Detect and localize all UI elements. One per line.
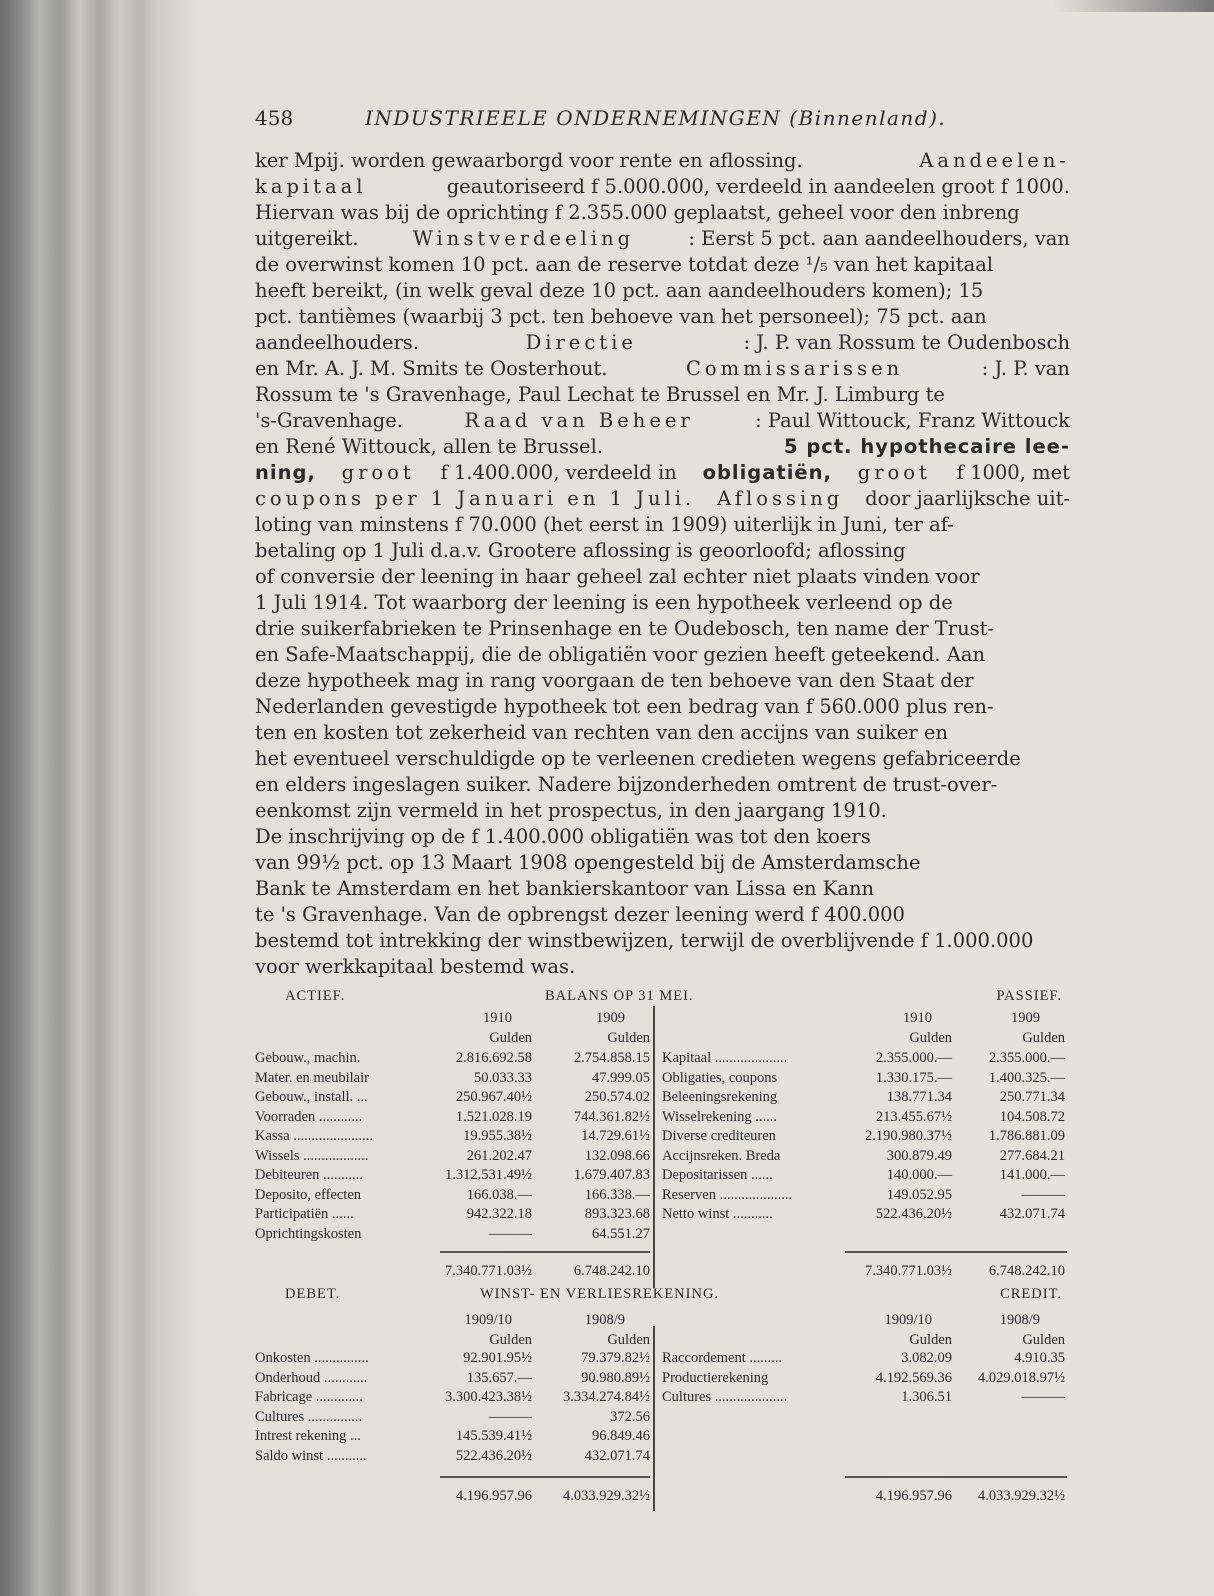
text-line [255,564,1070,590]
value-col-1: ——— [488,1408,532,1425]
text-segment: en René Wittouck, allen te Brussel. [255,435,604,458]
text-line [255,278,1070,304]
value-col-2: 893.323.68 [584,1206,650,1222]
value-col-2: 14.729.61½ [581,1128,650,1144]
text-line [255,434,1070,460]
text-line [255,772,1070,798]
value-col-1: 261.202.47 [466,1147,532,1164]
text-line [255,824,1070,850]
text-segment: Bank te Amsterdam en het bankierskantoor van Lissa en Kann [255,877,875,900]
text-line [255,616,1070,642]
row-label: Participatiën ...... [255,1206,354,1222]
text-line [255,486,1070,512]
left-title: DEBET. [285,1286,341,1302]
bold-text: 5 pct. hypothecaire lee- [783,435,1070,458]
value-col-1: 3.082.09 [901,1350,952,1366]
text-line [255,226,1070,252]
unit-header: Gulden [1022,1332,1065,1348]
row-label: Obligaties, coupons [662,1069,778,1086]
value-col-2: 64.551.27 [592,1225,650,1242]
value-col-1: 135.657.— [466,1369,532,1386]
row-label: Netto winst ........... [662,1206,773,1222]
value-col-2: 744.361.82½ [573,1108,650,1125]
row-label: Productierekening [662,1369,769,1386]
unit-header: Gulden [489,1332,532,1348]
total-col-2: 6.748.242.10 [988,1263,1065,1279]
text-segment: drie suikerfabrieken te Prinsenhage en te Oudebosch, ten name der Trust- [255,617,995,640]
row-label: Gebouw., install. ... [255,1089,368,1105]
text-line [255,642,1070,668]
value-col-1: 213.455.67½ [875,1108,952,1125]
column-divider [653,1326,655,1511]
value-col-1: ——— [488,1225,532,1242]
value-col-1: 19.955.38½ [463,1128,532,1144]
value-col-2: 104.508.72 [999,1108,1065,1125]
value-col-2: 2.355.000.— [988,1050,1065,1066]
text-line [255,538,1070,564]
unit-header: Gulden [607,1030,650,1046]
value-col-2: 432.071.74 [999,1206,1065,1222]
value-col-2: 1.679.407.83 [573,1167,650,1183]
text-segment: de overwinst komen 10 pct. aan de reserve totdat deze ¹/₅ van het kapitaal [255,253,994,276]
year-header: 1909/10 [464,1312,512,1328]
year-header: 1909 [1011,1010,1040,1026]
text-segment: door jaarlijksche uit- [865,487,1070,510]
row-label: Beleeningsrekening [662,1089,778,1105]
text-segment: f 1.400.000, verdeeld in [440,461,677,484]
text-line [255,746,1070,772]
value-col-1: 138.771.34 [886,1089,952,1105]
spaced-text: Aandeelen- [919,149,1070,172]
balance-sheet-table [255,988,1070,1283]
value-col-2: ——— [1021,1186,1065,1203]
row-label: Onderhoud ............ [255,1369,368,1386]
total-col-1: 7.340.771.03½ [865,1263,952,1279]
text-line [255,408,1070,434]
text-line [255,356,1070,382]
total-col-1: 4.196.957.96 [455,1488,532,1504]
text-segment: Hiervan was bij de oprichting f 2.355.000 geplaatst, geheel voor den inbreng [255,201,1020,224]
row-label: Onkosten ............... [255,1350,369,1366]
spaced-text: Winstverdeeling [412,227,635,250]
text-segment: van 99½ pct. op 13 Maart 1908 opengesteld bij de Amsterdamsche [255,851,921,874]
text-segment: en elders ingeslagen suiker. Nadere bijzonderheden omtrent de trust-over- [255,773,998,796]
spaced-text: Aflossing [717,487,844,510]
total-col-2: 6.748.242.10 [573,1263,650,1279]
row-label: Kapitaal .................... [662,1050,788,1066]
text-segment: loting van minstens f 70.000 (het eerst in 1909) uiterlijk in Juni, ter af- [255,513,954,536]
text-segment: en Safe-Maatschappij, die de obligatiën voor gezien heeft geteekend. Aan [255,643,986,666]
row-label: Intrest rekening ... [255,1428,361,1444]
total-col-2: 4.033.929.32½ [978,1488,1065,1504]
text-segment: of conversie der leening in haar geheel zal echter niet plaats vinden voor [255,565,980,588]
value-col-2: 90.980.89½ [581,1369,650,1386]
row-label: Raccordement ......... [662,1350,782,1366]
text-line [255,954,1070,980]
row-label: Depositarissen ...... [662,1167,773,1183]
unit-header: Gulden [909,1030,952,1046]
value-col-1: 1.521.028.19 [455,1108,532,1125]
unit-header: Gulden [909,1332,952,1348]
left-title: ACTIEF. [285,988,346,1004]
value-col-1: 3.300.423.38½ [445,1389,532,1405]
text-segment: 1 Juli 1914. Tot waarborg der leening is een hypotheek verleend op de [255,591,953,614]
scan-shadow [1054,0,1214,12]
text-segment: 's-Gravenhage. [255,409,404,432]
text-segment: aandeelhouders. [255,331,420,354]
value-col-1: 522.436.20½ [875,1206,952,1222]
sum-rule [845,1476,1067,1478]
text-segment: : Paul Wittouck, Franz Wittouck [755,409,1070,432]
text-segment: deze hypotheek mag in rang voorgaan de ten behoeve van den Staat der [255,669,974,692]
total-col-2: 4.033.929.32½ [563,1488,650,1504]
value-col-2: ——— [1021,1389,1065,1405]
value-col-2: 4.910.35 [1014,1350,1065,1366]
value-col-2: 3.334.274.84½ [563,1389,650,1405]
text-segment: : J. P. van Rossum te Oudenbosch [743,331,1070,354]
text-segment: het eventueel verschuldigde op te verleenen credieten wegens gefabriceerde [255,747,1021,770]
text-line [255,798,1070,824]
spaced-text: kapitaal [255,175,367,198]
value-col-2: 47.999.05 [592,1069,650,1086]
text-segment: en Mr. A. J. M. Smits te Oosterhout. [255,357,608,380]
bold-text: obligatiën, [702,461,832,484]
text-segment: heeft bereikt, (in welk geval deze 10 pct. aan aandeelhouders komen); 15 [255,279,984,302]
text-segment: te 's Gravenhage. Van de opbrengst dezer leening werd f 400.000 [255,903,905,926]
spaced-text: coupons per 1 Januari en 1 Juli. [255,487,696,510]
value-col-1: 2.355.000.— [875,1050,952,1066]
row-label: Deposito, effecten [255,1186,362,1203]
text-segment: bestemd tot intrekking der winstbewijzen, terwijl de overblijvende f 1.000.000 [255,929,1034,952]
value-col-1: 2.816.692.58 [455,1050,532,1066]
value-col-1: 942.322.18 [466,1206,532,1222]
text-segment: voor werkkapitaal bestemd was. [255,955,576,978]
text-line [255,902,1070,928]
text-line [255,460,1070,486]
year-header: 1909 [596,1010,625,1026]
text-line [255,720,1070,746]
spaced-text: Directie [525,331,637,354]
text-segment: f 1000, met [956,461,1070,484]
text-line [255,330,1070,356]
text-segment: ker Mpij. worden gewaarborgd voor rente en aflossing. [255,149,803,172]
running-title: INDUSTRIEELE ONDERNEMINGEN (Binnenland). [365,106,947,130]
year-header: 1908/9 [584,1312,625,1328]
spaced-text: groot [341,461,415,484]
value-col-1: 149.052.95 [886,1186,952,1203]
value-col-2: 79.379.82½ [581,1350,650,1366]
value-col-2: 250.771.34 [999,1089,1065,1105]
text-line [255,668,1070,694]
row-label: Wisselrekening ...... [662,1108,777,1125]
row-label: Wissels .................. [255,1147,369,1164]
sum-rule [440,1476,650,1478]
book-page-edges [0,0,160,1596]
year-header: 1910 [903,1010,932,1026]
row-label: Cultures .................... [662,1389,788,1405]
value-col-2: 2.754.858.15 [573,1050,650,1066]
right-title: CREDIT. [1000,1286,1062,1302]
row-label: Diverse crediteuren [662,1128,776,1144]
value-col-2: 4.029.018.97½ [978,1369,1065,1386]
value-col-2: 277.684.21 [999,1147,1065,1164]
text-line [255,928,1070,954]
value-col-1: 92.901.95½ [463,1350,532,1366]
text-line [255,876,1070,902]
text-segment: pct. tantièmes (waarbij 3 pct. ten behoeve van het personeel); 75 pct. aan [255,305,987,328]
row-label: Oprichtingskosten [255,1225,362,1242]
center-title: WINST- EN VERLIESREKENING. [480,1286,720,1302]
text-segment: geautoriseerd f 5.000.000, verdeeld in aandeelen groot f 1000. [446,175,1070,198]
text-line [255,148,1070,174]
value-col-1: 300.879.49 [886,1147,952,1164]
text-line [255,304,1070,330]
center-title: BALANS OP 31 MEI. [545,988,694,1004]
text-segment: Nederlanden gevestigde hypotheek tot een bedrag van f 560.000 plus ren- [255,695,994,718]
column-divider [653,1006,655,1288]
text-segment: ten en kosten tot zekerheid van rechten van den accijns van suiker en [255,721,948,744]
value-col-2: 132.098.66 [584,1147,650,1164]
year-header: 1910 [483,1010,512,1026]
row-label: Fabricage ............. [255,1389,363,1405]
text-line [255,382,1070,408]
value-col-1: 522.436.20½ [455,1447,532,1464]
text-segment: Rossum te 's Gravenhage, Paul Lechat te Brussel en Mr. J. Limburg te [255,383,945,406]
year-header: 1909/10 [884,1312,932,1328]
sum-rule [440,1251,650,1253]
value-col-1: 2.190.980.37½ [865,1128,952,1144]
value-col-1: 4.192.569.36 [875,1369,952,1386]
bold-text: ning, [255,461,316,484]
value-col-1: 250.967.40½ [455,1089,532,1105]
value-col-2: 1.786.881.09 [988,1128,1065,1144]
row-label: Gebouw., machin. [255,1050,361,1066]
text-segment: : J. P. van [981,357,1070,380]
value-col-2: 1.400.325.— [988,1069,1065,1086]
text-segment: De inschrijving op de f 1.400.000 obligatiën was tot den koers [255,825,871,848]
value-col-1: 50.033.33 [474,1069,532,1086]
value-col-1: 140.000.— [886,1167,952,1183]
value-col-2: 250.574.02 [584,1089,650,1105]
spaced-text: Raad van Beheer [464,409,694,432]
text-line [255,252,1070,278]
text-segment: betaling op 1 Juli d.a.v. Grootere aflossing is geoorloofd; aflossing [255,539,906,562]
spaced-text: groot [857,461,931,484]
row-label: Reserven .................... [662,1186,793,1203]
text-line [255,590,1070,616]
row-label: Accijnsreken. Breda [662,1147,781,1164]
text-line [255,174,1070,200]
row-label: Voorraden ............ [255,1108,363,1125]
row-label: Kassa ...................... [255,1128,374,1144]
value-col-1: 145.539.41½ [455,1428,532,1444]
value-col-1: 1.330.175.— [875,1069,952,1086]
text-segment: uitgereikt. [255,227,359,250]
text-line [255,200,1070,226]
total-col-1: 7.340.771.03½ [445,1263,532,1279]
text-segment: eenkomst zijn vermeld in het prospectus, in den jaargang 1910. [255,799,887,822]
spaced-text: Commissarissen [685,357,904,380]
unit-header: Gulden [1022,1030,1065,1046]
sum-rule [845,1251,1067,1253]
text-line [255,694,1070,720]
value-col-2: 432.071.74 [584,1447,650,1464]
right-title: PASSIEF. [996,988,1062,1004]
text-line [255,850,1070,876]
value-col-1: 1.306.51 [901,1389,952,1405]
row-label: Saldo winst ........... [255,1447,367,1464]
total-col-1: 4.196.957.96 [875,1488,952,1504]
profit-loss-table [255,1286,1070,1511]
unit-header: Gulden [607,1332,650,1348]
value-col-2: 166.338.— [584,1186,650,1203]
row-label: Cultures ............... [255,1408,363,1425]
year-header: 1908/9 [999,1312,1040,1328]
text-line [255,512,1070,538]
text-segment: : Eerst 5 pct. aan aandeelhouders, van [688,227,1070,250]
row-label: Debiteuren ........... [255,1167,363,1183]
value-col-1: 166.038.— [466,1186,532,1203]
unit-header: Gulden [489,1030,532,1046]
value-col-2: 141.000.— [999,1167,1065,1183]
value-col-2: 96.849.46 [592,1428,650,1444]
row-label: Mater. en meubilair [255,1069,369,1086]
page-number: 458 [255,106,294,130]
value-col-1: 1.312.531.49½ [445,1167,532,1183]
body-text [255,148,1070,980]
value-col-2: 372.56 [610,1408,650,1425]
